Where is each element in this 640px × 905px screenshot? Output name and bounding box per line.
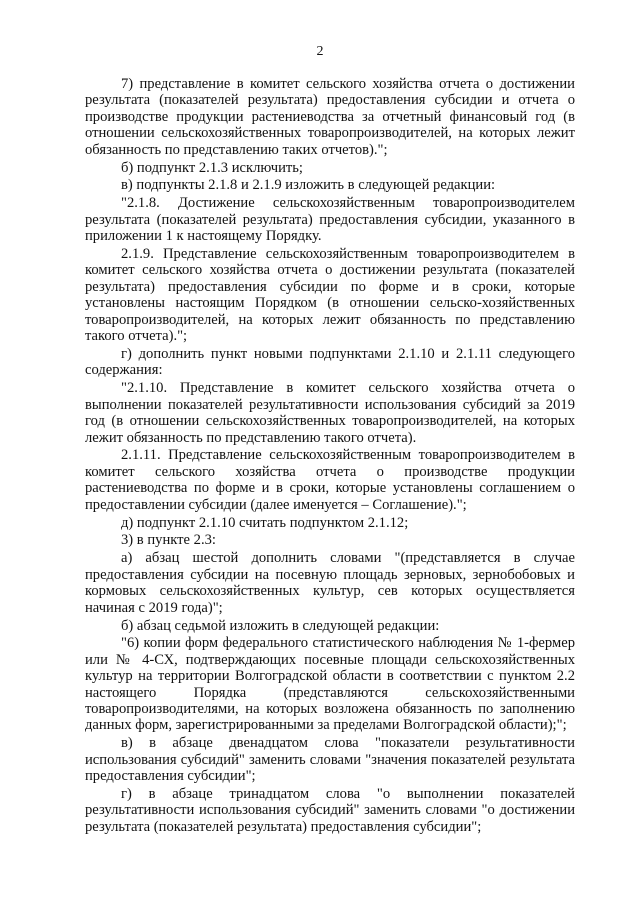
paragraph-abzac-12: в) в абзаце двенадцатом слова "показатели результативности использования субсидий" заменить словами "значения показателей результата предоставления субсидии"; xyxy=(85,735,575,785)
paragraph-abzac-6: а) абзац шестой дополнить словами "(представляется в случае предоставления субсидии на посевную площадь зерновых, зернобобовых и кормовых сельскохозяйственных культур, сев которых осуществляется начиная с 2019 года)"; xyxy=(85,550,575,616)
paragraph-abzac-13: г) в абзаце тринадцатом слова "о выполнении показателей результативности использования субсидий" заменить словами "о достижении результата (показателей результата) предоставления субсидии"; xyxy=(85,786,575,835)
paragraph-2-1-10: "2.1.10. Представление в комитет сельского хозяйства отчета о выполнении показателей результативности использования субсидий за 2019 год (в отношении сельскохозяйственных товаропроизводителей, на которых лежит обязанность по представлению такого отчета). xyxy=(85,380,575,446)
paragraph-section-2-3: 3) в пункте 2.3: xyxy=(121,532,216,549)
paragraph-2-1-8: "2.1.8. Достижение сельскохозяйственным товаропроизводителем результата (показателей результата) предоставления субсидии, указанного в приложении 1 к настоящему Порядку. xyxy=(85,195,575,245)
paragraph-renumber-2-1-10: д) подпункт 2.1.10 считать подпунктом 2.1.12; xyxy=(121,514,409,531)
paragraph-abzac-7-intro: б) абзац седьмой изложить в следующей редакции: xyxy=(121,617,440,634)
paragraph-edit-2-1-8-2-1-9: в) подпункты 2.1.8 и 2.1.9 изложить в следующей редакции: xyxy=(121,177,496,194)
page-number: 2 xyxy=(316,44,324,59)
document-body xyxy=(85,76,575,837)
paragraph-2-1-11: 2.1.11. Представление сельскохозяйственным товаропроизводителем в комитет сельского хозяйства отчета о производстве продукции растениеводства по форме и в сроки, которые установлены соглашением о предоставлении субсидии (далее именуется – Соглашение)."; xyxy=(85,447,575,513)
paragraph-exclude-2-1-3: б) подпункт 2.1.3 исключить; xyxy=(121,159,303,176)
paragraph-2-1-9: 2.1.9. Представление сельскохозяйственным товаропроизводителем в комитет сельского хозяйства отчета о достижении результата (показателей результата) предоставления субсидии по форме и в сроки, которые установлены настоящим Порядком (в отношении сельско-хозяйственных товаропроизводителей, на которых лежит обязанность по представлению такого отчета)."; xyxy=(85,246,575,345)
paragraph-item-7-reports: 7) представление в комитет сельского хозяйства отчета о достижении результата (показателей результата) предоставления субсидии и отчета о производстве продукции растениеводства за отчетный финансовый год (в отношении сельскохозяйственных товаропроизводителей, на которых лежит обязанность по представлению таких отчетов)."; xyxy=(85,76,575,158)
paragraph-add-2-1-10-2-1-11: г) дополнить пункт новыми подпунктами 2.1.10 и 2.1.11 следующего содержания: xyxy=(85,346,575,379)
paragraph-abzac-7-text: "6) копии форм федерального статистического наблюдения № 1-фермер или № 4-СХ, подтверждающих посевные площади сельскохозяйственных культур на территории Волгоградской области в соответствии с пунктом 2.2 настоящего Порядка (представляются сельскохозяйственными товаропроизводителями, на которых возложена обязанность по заполнению данных форм, зарегистрированными за пределами Волгоградской области);"; xyxy=(85,635,575,734)
